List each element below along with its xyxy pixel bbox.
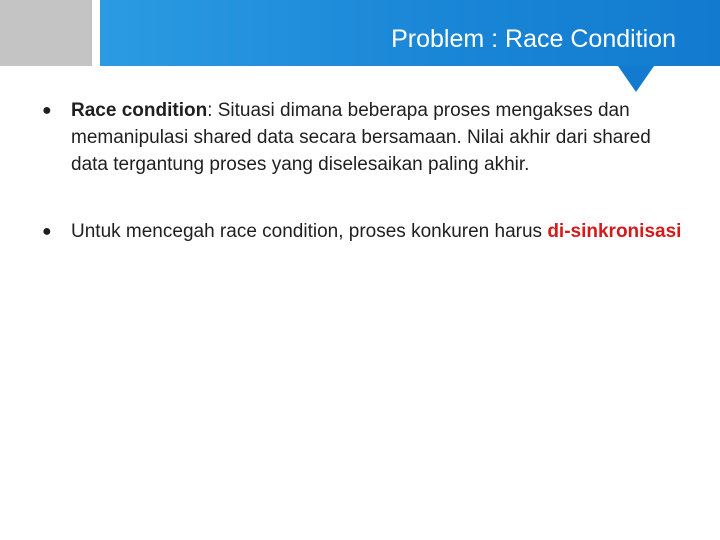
bullet-text (71, 97, 690, 178)
slide-title: Problem : Race Condition (391, 25, 676, 53)
header-gray-block (0, 0, 92, 66)
header-tab-pointer (618, 66, 654, 92)
bullet-emphasis: di-sinkronisasi (547, 221, 682, 242)
slide-content (40, 97, 690, 245)
bullet-term-separator: : (207, 100, 213, 121)
bullet-dot: ● (42, 223, 52, 240)
bullet-text (71, 218, 690, 245)
bullet-dot: ● (42, 102, 52, 119)
bullet-body: Situasi dimana beberapa proses mengakses dan memanipulasi shared data secara bersamaan. Nilai akhir dari shared data tergantung proses yang diselesaikan paling akhir. (71, 100, 651, 175)
bullet-item (40, 97, 690, 178)
bullet-body: Untuk mencegah race condition, proses konkuren harus (71, 221, 548, 242)
bullet-term: Race condition (71, 100, 208, 121)
bullet-item (40, 218, 690, 245)
